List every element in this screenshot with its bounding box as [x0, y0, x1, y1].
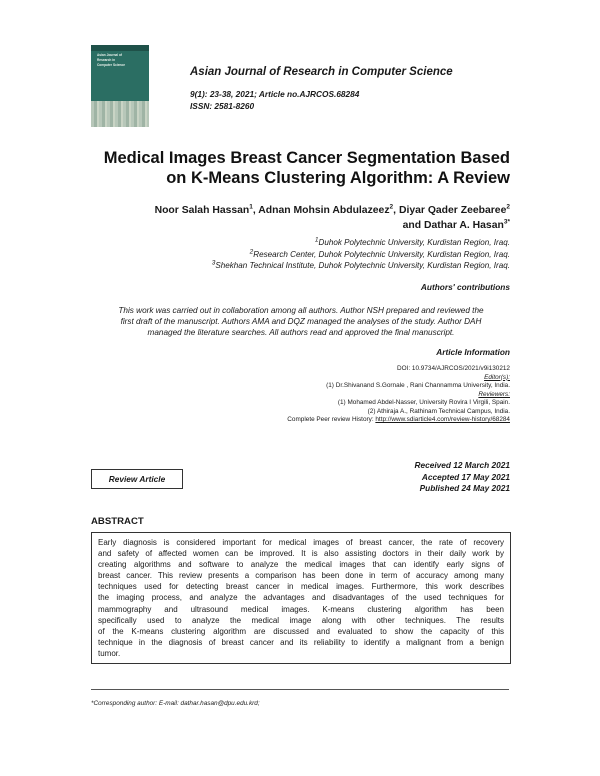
- article-information-heading: Article Information: [436, 347, 510, 357]
- author-line-1: [70, 203, 510, 218]
- cover-top-band: [91, 45, 149, 51]
- author-name: and Dathar A. Hasan: [402, 220, 504, 231]
- peer-review-history-link[interactable]: http://www.sdiarticle4.com/review-history/68284: [375, 416, 510, 423]
- published-date: Published 24 May 2021: [419, 483, 510, 493]
- abstract-text: Early diagnosis is considered important for medical images of breast cancer, the rate of recovery and safety of affected women can be improved. It is also assisting doctors in their daily work by creating algorithms and software to analyze the medical images that can identify early signs of breast cancer. This review presents a comparison has been done in term of accuracy among many techniques used for detecting breast cancer in medical images. Furthermore, this work describes the imaging process, and analyze the advantages and disadvantages of the used techniques for mammography and ultrasound medical images. K-means clustering algorithm has been specifically used to analyze the medical image along with other techniques. The results of the K-means clustering algorithm are discussed and evaluated to show the capacity of this technique in the diagnosis of breast cancer and its reliability to identify a malignant from a benign tumor.: [98, 538, 504, 658]
- author-affiliation-mark: 1: [249, 203, 253, 211]
- affiliation-line: $^3$Shekhan Technical Institute, Duhok Polytechnic University, Kurdistan Region, Iraq.: [211, 259, 510, 270]
- paper-title: [70, 148, 510, 188]
- editor-entry: (1) Dr.Shivanand S.Gornale , Rani Channamma University, India.: [326, 382, 510, 389]
- author-separator: ,: [252, 205, 259, 216]
- author-affiliation-mark: 2: [506, 203, 510, 211]
- authors-contributions-heading: Authors' contributions: [420, 282, 510, 292]
- received-date: Received 12 March 2021: [414, 460, 510, 470]
- reviewer-entry: (1) Mohamed Abdel-Nasser, University Rovira I Virgili, Spain.: [337, 399, 510, 406]
- abstract-box: [91, 532, 511, 664]
- cover-image-strip: [91, 101, 149, 127]
- accepted-date: Accepted 17 May 2021: [421, 471, 510, 482]
- paper-title-line-1: Medical Images Breast Cancer Segmentation Based: [103, 149, 510, 167]
- cover-title-line-3: Computer Science: [97, 63, 125, 67]
- reviewers-label: Reviewers:: [478, 390, 510, 398]
- doi: DOI: 10.9734/AJRCOS/2021/v9i130212: [397, 365, 510, 372]
- affiliation-line: $^2$Research Center, Duhok Polytechnic University, Kurdistan Region, Iraq.: [249, 247, 510, 259]
- author-name: Noor Salah Hassan: [154, 205, 250, 216]
- author-separator: ,: [393, 205, 399, 216]
- author-line-2: [70, 218, 510, 233]
- publication-dates: [310, 460, 510, 495]
- journal-name: Asian Journal of Research in Computer Science: [190, 66, 453, 78]
- footnote-divider: [91, 689, 509, 690]
- journal-cover-thumbnail: [91, 45, 149, 127]
- corresponding-author-footnote: *Corresponding author: E-mail: dathar.hasan@dpu.edu.krd;: [91, 700, 260, 707]
- affiliation-line: $^1$Duhok Polytechnic University, Kurdistan Region, Iraq.: [314, 236, 510, 247]
- cover-title-line-1: Asian Journal of: [97, 53, 122, 57]
- author-list: [70, 203, 510, 233]
- journal-issn: ISSN: 2581-8260: [190, 101, 255, 111]
- author-affiliation-mark: 3*: [503, 218, 510, 226]
- authors-contributions-text: This work was carried out in collaboration among all authors. Author NSH prepared and reviewed the first draft of the manuscript. Authors AMA and DQZ managed the analyses of the study. Author DAH managed the literature searches. All authors read and approved the final manuscript.: [118, 306, 484, 338]
- author-affiliation-mark: 2: [389, 203, 394, 211]
- cover-title-line-2: Research in: [97, 58, 116, 62]
- affiliations: [70, 237, 510, 272]
- abstract-heading: ABSTRACT: [91, 516, 144, 527]
- article-type-badge: Review Article: [91, 469, 183, 489]
- journal-issue: 9(1): 23-38, 2021; Article no.AJRCOS.68284: [190, 89, 360, 99]
- reviewer-entry: (2) Athiraja A., Rathinam Technical Campus, India.: [367, 407, 510, 415]
- paper-title-line-2: on K-Means Clustering Algorithm: A Review: [166, 169, 510, 187]
- peer-review-history: Complete Peer review History: http://www.sdiarticle4.com/review-history/68284: [287, 416, 510, 423]
- author-name: Diyar Qader Zeebaree: [398, 205, 507, 216]
- article-information: [70, 365, 510, 425]
- editors-label: Editor(s):: [484, 373, 510, 381]
- author-name: Adnan Mohsin Abdulazeez: [258, 205, 390, 216]
